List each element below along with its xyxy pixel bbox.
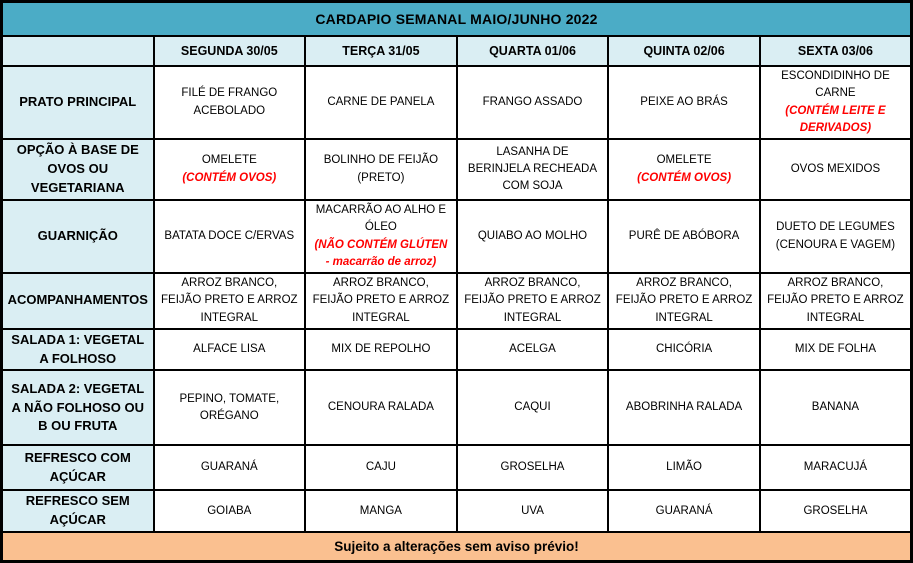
menu-cell [760, 273, 912, 329]
row-label: OPÇÃO À BASE DE OVOS OU VEGETARIANA [2, 139, 154, 200]
dish-name: LIMÃO [666, 461, 702, 474]
row-refresco-com-acucar [2, 445, 912, 490]
dish-name: OMELETE [201, 154, 257, 167]
menu-cell [608, 329, 760, 371]
menu-cell [305, 445, 457, 490]
dish-name: PEIXE AO BRÁS [640, 95, 728, 108]
menu-cell [457, 66, 609, 139]
dish-name: BANANA [811, 401, 860, 414]
dish-name: CARNE DE PANELA [327, 95, 435, 108]
row-salada-1 [2, 329, 912, 371]
menu-cell [457, 273, 609, 329]
allergen-note: (CONTÉM LEITE E DERIVADOS) [785, 104, 886, 134]
row-label: SALADA 1: VEGETAL A FOLHOSO [2, 329, 154, 371]
row-opcao-ovos-vegetariana [2, 139, 912, 200]
allergen-note: (CONTÉM OVOS) [182, 171, 277, 184]
menu-cell [760, 329, 912, 371]
menu-cell [608, 200, 760, 273]
title-row [2, 2, 912, 37]
menu-cell [457, 139, 609, 200]
row-guarnicao [2, 200, 912, 273]
dish-name: QUIABO AO MOLHO [477, 229, 588, 242]
allergen-note: (NÃO CONTÉM GLÚTEN - macarrão de arroz) [314, 238, 448, 268]
dish-name: CAJU [365, 461, 396, 474]
dish-name: MARACUJÁ [803, 461, 868, 474]
menu-cell [305, 370, 457, 445]
dish-name: MACARRÃO AO ALHO E ÓLEO [315, 204, 447, 234]
menu-cell [305, 490, 457, 532]
dish-name: GUARANÁ [200, 461, 258, 474]
row-acompanhamentos [2, 273, 912, 329]
dish-name: PURÊ DE ABÓBORA [628, 229, 740, 242]
row-label: SALADA 2: VEGETAL A NÃO FOLHOSO OU B OU FRUTA [2, 370, 154, 445]
menu-cell [760, 445, 912, 490]
dish-name: BOLINHO DE FEIJÃO (PRETO) [323, 154, 439, 184]
dish-name: MIX DE FOLHA [794, 342, 877, 355]
dish-name: ARROZ BRANCO, FEIJÃO PRETO E ARROZ INTEGRAL [464, 277, 601, 324]
menu-cell [305, 200, 457, 273]
dish-name: FILÉ DE FRANGO ACEBOLADO [181, 87, 278, 117]
menu-cell [457, 370, 609, 445]
menu-cell [760, 370, 912, 445]
dish-name: GUARANÁ [655, 504, 713, 517]
footer-note: Sujeito a alterações sem aviso prévio! [2, 532, 912, 562]
menu-cell [154, 370, 306, 445]
row-refresco-sem-acucar [2, 490, 912, 532]
menu-cell [305, 273, 457, 329]
dish-name: BATATA DOCE C/ERVAS [164, 229, 295, 242]
dish-name: ESCONDIDINHO DE CARNE [781, 70, 890, 100]
footer-row [2, 532, 912, 562]
allergen-note: (CONTÉM OVOS) [637, 171, 732, 184]
dish-name: GROSELHA [500, 461, 565, 474]
col-header-quarta: QUARTA 01/06 [457, 36, 609, 66]
menu-cell [760, 200, 912, 273]
dish-name: OMELETE [656, 154, 712, 167]
menu-cell [457, 200, 609, 273]
menu-cell [608, 66, 760, 139]
dish-name: ACELGA [509, 342, 556, 355]
menu-cell [608, 139, 760, 200]
dish-name: ABOBRINHA RALADA [625, 401, 743, 414]
menu-cell [760, 139, 912, 200]
menu-cell [608, 490, 760, 532]
dish-name: LASANHA DE BERINJELA RECHEADA COM SOJA [467, 145, 598, 193]
menu-cell [154, 329, 306, 371]
col-header-quinta: QUINTA 02/06 [608, 36, 760, 66]
dish-name: MANGA [359, 504, 402, 517]
dish-name: ARROZ BRANCO, FEIJÃO PRETO E ARROZ INTEGRAL [161, 277, 298, 324]
row-label: GUARNIÇÃO [2, 200, 154, 273]
col-header-sexta: SEXTA 03/06 [760, 36, 912, 66]
menu-cell [154, 139, 306, 200]
row-label: REFRESCO COM AÇÚCAR [2, 445, 154, 490]
page-title: CARDAPIO SEMANAL MAIO/JUNHO 2022 [2, 2, 912, 37]
dish-name: PEPINO, TOMATE, ORÉGANO [179, 392, 280, 422]
corner-cell [2, 36, 154, 66]
row-salada-2 [2, 370, 912, 445]
dish-name: GOIABA [207, 504, 252, 517]
col-header-terca: TERÇA 31/05 [305, 36, 457, 66]
dish-name: FRANGO ASSADO [482, 95, 583, 108]
dish-name: ARROZ BRANCO, FEIJÃO PRETO E ARROZ INTEGRAL [615, 277, 753, 324]
dish-name: ARROZ BRANCO, FEIJÃO PRETO E ARROZ INTEGRAL [312, 277, 450, 324]
dish-name: CHICÓRIA [655, 342, 713, 355]
menu-cell [305, 139, 457, 200]
menu-cell [305, 329, 457, 371]
row-label: ACOMPANHAMENTOS [2, 273, 154, 329]
menu-cell [154, 490, 306, 532]
menu-cell [154, 445, 306, 490]
menu-cell [608, 370, 760, 445]
dish-name: ARROZ BRANCO, FEIJÃO PRETO E ARROZ INTEGRAL [767, 277, 904, 324]
col-header-segunda: SEGUNDA 30/05 [154, 36, 306, 66]
dish-name: ALFACE LISA [193, 342, 266, 355]
dish-name: GROSELHA [803, 504, 868, 517]
menu-cell [457, 445, 609, 490]
menu-cell [457, 490, 609, 532]
menu-cell [760, 66, 912, 139]
dish-name: CENOURA RALADA [327, 401, 434, 414]
row-label: REFRESCO SEM AÇÚCAR [2, 490, 154, 532]
menu-cell [608, 273, 760, 329]
menu-cell [154, 273, 306, 329]
dish-name: OVOS MEXIDOS [790, 162, 881, 175]
menu-cell [608, 445, 760, 490]
dish-name: MIX DE REPOLHO [331, 342, 431, 355]
menu-cell [154, 200, 306, 273]
dish-name: UVA [521, 504, 544, 517]
dish-name: CAQUI [514, 401, 551, 414]
menu-cell [760, 490, 912, 532]
menu-cell [305, 66, 457, 139]
row-label: PRATO PRINCIPAL [2, 66, 154, 139]
header-row [2, 36, 912, 66]
dish-name: DUETO DE LEGUMES (CENOURA E VAGEM) [775, 221, 896, 251]
menu-cell [154, 66, 306, 139]
menu-cell [457, 329, 609, 371]
row-prato-principal [2, 66, 912, 139]
